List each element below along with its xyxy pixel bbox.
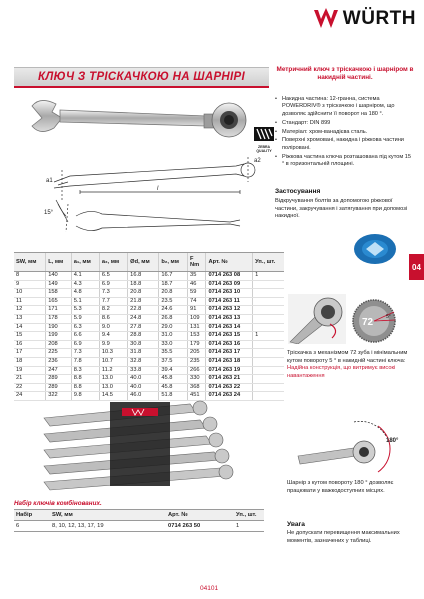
col-header-qty: Уп., шт. [253, 253, 284, 272]
spec-cell: 0714 263 12 [206, 306, 253, 315]
col-header-f: F Nm [188, 253, 206, 272]
spec-cell: 10 [14, 289, 46, 298]
spec-cell: 8.8 [71, 383, 99, 392]
spec-cell: 13.0 [99, 375, 127, 384]
spec-cell: 0714 263 11 [206, 297, 253, 306]
col-header-a2: a₂, мм [99, 253, 127, 272]
feature-item: • Матеріал: хром-ванадієва сталь. [275, 129, 413, 136]
table-row [14, 349, 284, 358]
spec-cell [253, 289, 284, 298]
zebra-quality-badge [254, 127, 274, 153]
spec-cell: 8.2 [99, 306, 127, 315]
ratchet-highlight: Надійна конструкція, що витримує високі навантаження [287, 365, 396, 379]
spec-cell: 74 [188, 297, 206, 306]
spec-cell: 5.3 [71, 306, 99, 315]
col-header-d: Ød, мм [128, 253, 159, 272]
col-header-l: L, мм [46, 253, 72, 272]
combo-col-art: Арт. № [166, 510, 234, 521]
spec-cell: 39.4 [159, 366, 188, 375]
spec-cell: 20.8 [128, 289, 159, 298]
table-row [14, 306, 284, 315]
spec-cell: 12 [14, 306, 46, 315]
spec-cell: 23.5 [159, 297, 188, 306]
table-row [14, 272, 284, 281]
combo-col-qty: Уп., шт. [234, 510, 264, 521]
ratchet-angle-label: 5° [386, 314, 391, 320]
spec-cell: 14.5 [99, 392, 127, 401]
spec-cell: 40.0 [128, 383, 159, 392]
spec-cell: 18.8 [128, 280, 159, 289]
spec-cell [253, 366, 284, 375]
hinge-text: Шарнір з кутом повороту 180 ° дозволяє працювати у важкодоступних місцях. [287, 480, 394, 494]
table-row [14, 314, 284, 323]
spec-cell: 29.0 [159, 323, 188, 332]
spec-cell: 21 [14, 375, 46, 384]
spec-cell: 10.7 [99, 357, 127, 366]
spec-cell: 158 [46, 289, 72, 298]
spec-cell [253, 323, 284, 332]
combo-cell-art: 0714 263 50 [166, 521, 234, 532]
application-text: Відкручування болтів за допомогою ріжкової частини, закручування і затягування при допомозі накидної. [275, 198, 408, 220]
spec-cell: 9.0 [99, 323, 127, 332]
spec-cell: 45.8 [159, 375, 188, 384]
spec-cell: 4.8 [71, 289, 99, 298]
ratchet-closeup-photo [288, 294, 346, 344]
spec-cell: 0714 263 13 [206, 314, 253, 323]
table-row [14, 297, 284, 306]
page-title: КЛЮЧ З ТРІСКАЧКОЮ НА ШАРНІРІ [38, 71, 245, 83]
spec-table-body [14, 272, 284, 401]
table-row [14, 375, 284, 384]
spec-cell: 6.6 [71, 332, 99, 341]
table-row [14, 366, 284, 375]
spec-cell: 46 [188, 280, 206, 289]
spec-cell [253, 297, 284, 306]
spec-cell: 26.8 [159, 314, 188, 323]
spec-cell: 8 [14, 272, 46, 281]
spec-cell: 6.3 [71, 323, 99, 332]
section-tab: 04 [409, 254, 424, 280]
spec-cell: 247 [46, 366, 72, 375]
warning-text: Не допускати перевищення максимальних моментів, зазначених у таблиці. [287, 530, 400, 544]
spec-cell: 1 [253, 332, 284, 341]
spec-cell: 21.8 [128, 297, 159, 306]
spec-cell: 322 [46, 392, 72, 401]
table-row [14, 323, 284, 332]
feature-list [275, 96, 413, 170]
spec-cell: 149 [46, 280, 72, 289]
spec-cell: 190 [46, 323, 72, 332]
table-row [14, 357, 284, 366]
spec-cell: 6.9 [99, 280, 127, 289]
application-title: Застосування [275, 188, 321, 195]
hinge-angle-label: 180° [386, 438, 399, 444]
spec-cell: 46.0 [128, 392, 159, 401]
dim-a1: a1 [46, 178, 53, 184]
page-number: 04101 [200, 585, 219, 592]
spec-cell: 235 [188, 357, 206, 366]
technical-drawing [40, 152, 265, 250]
wrench-photo [26, 92, 250, 148]
spec-cell: 33.8 [128, 366, 159, 375]
spec-cell: 22 [14, 383, 46, 392]
spec-cell: 14 [14, 323, 46, 332]
feature-item: • Накидна частина: 12-гранна, система POWERDRIV® з тріскачкою і шарніром, що дозволяє здійснити її поворот на 180 °. [275, 96, 413, 118]
combo-title: Набір ключів комбінованих. [14, 500, 102, 507]
spec-cell: 13.0 [99, 383, 127, 392]
table-row [14, 340, 284, 349]
spec-cell: 24.6 [159, 306, 188, 315]
spec-cell: 153 [188, 332, 206, 341]
spec-cell: 0714 263 10 [206, 289, 253, 298]
combo-header-row [14, 510, 264, 521]
spec-cell: 289 [46, 375, 72, 384]
spec-cell: 205 [188, 349, 206, 358]
spec-cell: 10.3 [99, 349, 127, 358]
spec-cell: 35 [188, 272, 206, 281]
spec-table [14, 252, 284, 401]
spec-cell [253, 392, 284, 401]
combo-col-set: Набір [14, 510, 50, 521]
spec-cell: 51.8 [159, 392, 188, 401]
feature-item: • Поверхні хромовані, накидна і ріжкова частини поліровані. [275, 137, 413, 152]
wrench-set-photo [40, 398, 236, 492]
spec-cell: 6.9 [71, 340, 99, 349]
spec-cell: 0714 263 18 [206, 357, 253, 366]
spec-cell: 31.0 [159, 332, 188, 341]
spec-cell: 33.0 [159, 340, 188, 349]
spec-cell: 35.5 [159, 349, 188, 358]
ratchet-text: Тріскачка з механізмом 72 зуба і мінімальним кутом повороту 5 ° в накидній частині ключа: [287, 350, 408, 364]
title-underline [14, 86, 269, 88]
spec-cell: 131 [188, 323, 206, 332]
col-header-art: Арт. № [206, 253, 253, 272]
spec-cell: 266 [188, 366, 206, 375]
spec-cell: 1 [253, 272, 284, 281]
spec-cell: 208 [46, 340, 72, 349]
spec-cell: 91 [188, 306, 206, 315]
description-title: Метричний ключ з тріскачкою і шарніром в накидній частині. [276, 66, 414, 81]
spec-cell: 18 [14, 357, 46, 366]
spec-cell: 7.7 [99, 297, 127, 306]
badge-line1: ZEBRA [257, 145, 271, 149]
spec-cell: 19 [14, 366, 46, 375]
col-header-b2: b₂, мм [159, 253, 188, 272]
spec-cell: 0714 263 16 [206, 340, 253, 349]
spec-cell: 24.8 [128, 314, 159, 323]
combo-cell-set: 6 [14, 521, 50, 532]
ratchet-gear-diagram [348, 298, 400, 344]
spec-cell: 31.8 [128, 349, 159, 358]
spec-cell: 0714 263 24 [206, 392, 253, 401]
spec-cell: 11.2 [99, 366, 127, 375]
spec-cell: 32.8 [128, 357, 159, 366]
spec-cell: 0714 263 15 [206, 332, 253, 341]
spec-cell [253, 340, 284, 349]
spec-cell: 5.1 [71, 297, 99, 306]
page-title-bar [14, 67, 269, 87]
spec-cell: 15 [14, 332, 46, 341]
spec-cell: 6.5 [99, 272, 127, 281]
spec-cell: 22.8 [128, 306, 159, 315]
spec-cell: 178 [46, 314, 72, 323]
brand-logo [313, 6, 416, 32]
spec-cell: 40.0 [128, 375, 159, 384]
spec-cell [253, 357, 284, 366]
table-row [14, 521, 264, 532]
spec-cell: 7.3 [71, 349, 99, 358]
spec-cell: 13 [14, 314, 46, 323]
feature-item: • Ріжкова частина ключа розташована під кутом 15 ° в горизонтальній площині. [275, 154, 413, 169]
spec-cell: 140 [46, 272, 72, 281]
spec-cell: 225 [46, 349, 72, 358]
combo-col-sw: SW, мм [50, 510, 166, 521]
hinge-rotation-photo [294, 412, 406, 476]
combo-table [14, 509, 264, 532]
spec-cell: 9 [14, 280, 46, 289]
dim-l: l [157, 186, 159, 192]
spec-cell [253, 383, 284, 392]
spec-cell: 18.7 [159, 280, 188, 289]
spec-cell: 0714 263 22 [206, 383, 253, 392]
spec-cell: 236 [46, 357, 72, 366]
spec-cell: 7.3 [99, 289, 127, 298]
spec-cell: 330 [188, 375, 206, 384]
spec-cell [253, 280, 284, 289]
spec-cell: 451 [188, 392, 206, 401]
spec-cell: 9.8 [71, 392, 99, 401]
spec-cell: 199 [46, 332, 72, 341]
dim-a2: a2 [254, 158, 261, 164]
spec-cell: 5.9 [71, 314, 99, 323]
table-row [14, 383, 284, 392]
brand-name: WÜRTH [342, 8, 416, 29]
spec-cell: 45.8 [159, 383, 188, 392]
spec-cell: 7.8 [71, 357, 99, 366]
dim-angle: 15° [44, 210, 54, 216]
spec-cell: 4.3 [71, 280, 99, 289]
spec-cell: 16 [14, 340, 46, 349]
spec-cell: 28.8 [128, 332, 159, 341]
spec-cell: 17 [14, 349, 46, 358]
spec-cell: 0714 263 21 [206, 375, 253, 384]
badge-line2: QUALITY [256, 148, 272, 153]
spec-cell [253, 349, 284, 358]
combo-cell-qty: 1 [234, 521, 264, 532]
spec-cell: 0714 263 19 [206, 366, 253, 375]
spec-cell: 59 [188, 289, 206, 298]
combo-cell-sw: 8, 10, 12, 13, 17, 19 [50, 521, 166, 532]
spec-cell: 109 [188, 314, 206, 323]
application-block [275, 188, 413, 221]
spec-cell: 20.8 [159, 289, 188, 298]
spec-cell: 0714 263 08 [206, 272, 253, 281]
zebra-icon [254, 127, 274, 141]
spec-cell: 8.3 [71, 366, 99, 375]
table-row [14, 280, 284, 289]
table-row [14, 289, 284, 298]
wurth-logo-icon [313, 8, 339, 30]
spec-cell: 24 [14, 392, 46, 401]
spec-cell: 4.1 [71, 272, 99, 281]
spec-cell: 289 [46, 383, 72, 392]
spec-cell: 0714 263 09 [206, 280, 253, 289]
power-drive-icon [352, 232, 398, 266]
feature-item: • Стандарт: DIN 899 [275, 120, 413, 127]
spec-cell: 27.8 [128, 323, 159, 332]
spec-cell [253, 314, 284, 323]
spec-cell: 165 [46, 297, 72, 306]
warning-title: Увага [287, 521, 305, 528]
spec-cell: 368 [188, 383, 206, 392]
spec-cell: 171 [46, 306, 72, 315]
spec-cell: 0714 263 14 [206, 323, 253, 332]
ratchet-text-block [287, 350, 415, 380]
ratchet-teeth-label: 72 [362, 317, 374, 328]
spec-cell: 37.5 [159, 357, 188, 366]
spec-cell: 8.8 [71, 375, 99, 384]
spec-cell: 0714 263 17 [206, 349, 253, 358]
spec-header-row [14, 253, 284, 272]
spec-cell: 16.7 [159, 272, 188, 281]
warning-block [287, 521, 415, 545]
spec-cell: 9.4 [99, 332, 127, 341]
spec-cell: 11 [14, 297, 46, 306]
spec-cell: 8.6 [99, 314, 127, 323]
spec-cell [253, 306, 284, 315]
col-header-sw: SW, мм [14, 253, 46, 272]
spec-cell: 16.8 [128, 272, 159, 281]
spec-cell: 179 [188, 340, 206, 349]
table-row [14, 332, 284, 341]
spec-cell: 9.9 [99, 340, 127, 349]
spec-cell [253, 375, 284, 384]
spec-cell: 30.8 [128, 340, 159, 349]
col-header-a1: a₁, мм [71, 253, 99, 272]
